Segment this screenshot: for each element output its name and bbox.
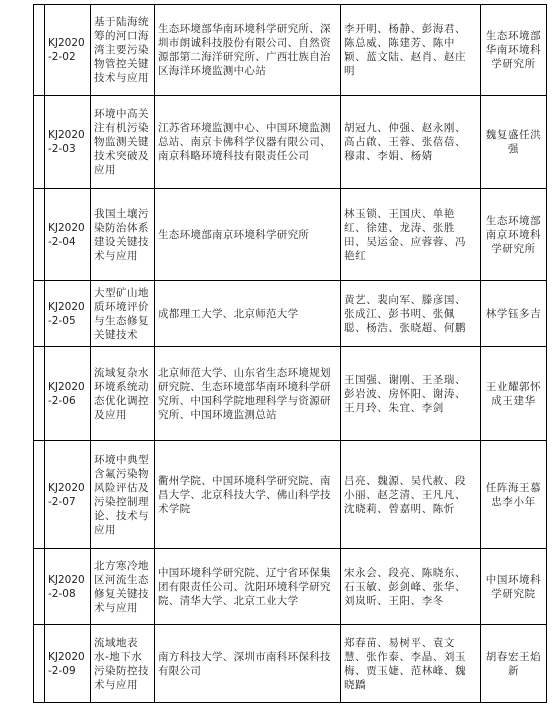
project-code: KJ2020 -2-09 bbox=[45, 625, 91, 703]
completing-units: 北京师范大学、山东省生态环境规划研究院、生态环境部华南环境科学研究所、中国科学院地理科学与资源研究所、中国环境监测总站 bbox=[155, 347, 341, 441]
project-code: KJ2020 -2-04 bbox=[45, 189, 91, 281]
project-name: 我国土壤污染防治体系建设关键技术与应用 bbox=[91, 189, 155, 281]
project-name: 基于陆海统筹的河口海湾主要污染物管控关键技术与应用 bbox=[91, 5, 155, 96]
project-code: KJ2020 -2-03 bbox=[45, 96, 91, 189]
recommender: 胡春宏王焰新 bbox=[481, 625, 547, 703]
completing-units: 生态环境部南京环境科学研究所 bbox=[155, 189, 341, 281]
award-table bbox=[33, 4, 547, 703]
project-name: 流域复杂水环境系统动态优化调控及应用 bbox=[91, 347, 155, 441]
recommender: 林学钰多吉 bbox=[481, 281, 547, 347]
completing-units: 成都理工大学、北京师范大学 bbox=[155, 281, 341, 347]
project-code: KJ2020 -2-05 bbox=[45, 281, 91, 347]
index-cell bbox=[34, 5, 45, 96]
table-row bbox=[34, 625, 547, 703]
project-name: 流域地表水-地下水污染防控技术与应用 bbox=[91, 625, 155, 703]
recommender: 生态环境部华南环境科学研究所 bbox=[481, 5, 547, 96]
recommender: 任阵海王慕忠李小年 bbox=[481, 441, 547, 549]
table-row bbox=[34, 281, 547, 347]
completing-people: 吕亮、魏源、吴代赦、段小丽、赵芝清、王凡凡、沈晓莉、曾嘉明、陈忻 bbox=[341, 441, 481, 549]
index-cell bbox=[34, 441, 45, 549]
table-row bbox=[34, 96, 547, 189]
index-cell bbox=[34, 347, 45, 441]
project-name: 北方寒冷地区河流生态修复关键技术与应用 bbox=[91, 549, 155, 625]
completing-people: 黄艺、裴向军、滕彦国、张成江、彭书明、张佩聪、杨浩、张晓超、何鹏 bbox=[341, 281, 481, 347]
table-row bbox=[34, 347, 547, 441]
completing-people: 李开明、杨静、彭海君、陈总威、陈建芳、陈中颖、蓝文陆、赵肖、赵庄明 bbox=[341, 5, 481, 96]
completing-units: 中国环境科学研究院、辽宁省环保集团有限责任公司、沈阳环境科学研究院、清华大学、北京工业大学 bbox=[155, 549, 341, 625]
completing-people: 王国强、谢刚、王圣瑞、彭岩波、房怀阳、谢涛、王月玲、朱宜、李剑 bbox=[341, 347, 481, 441]
project-name: 环境中典型含氟污染物风险评估及污染控制理论、技术与应用 bbox=[91, 441, 155, 549]
recommender: 生态环境部南京环境科学研究所 bbox=[481, 189, 547, 281]
completing-units: 生态环境部华南环境科学研究所、深圳市朗诚科技股份有限公司、自然资源部第二海洋研究所、广西壮族自治区海洋环境监测中心站 bbox=[155, 5, 341, 96]
project-name: 大型矿山地质环境评价与生态修复关键技术 bbox=[91, 281, 155, 347]
project-name: 环境中高关注有机污染物监测关键技术突破及应用 bbox=[91, 96, 155, 189]
completing-units: 江苏省环境监测中心、中国环境监测总站、南京卡佛科学仪器有限公司、南京科略环境科技有限责任公司 bbox=[155, 96, 341, 189]
project-code: KJ2020 -2-02 bbox=[45, 5, 91, 96]
index-cell bbox=[34, 281, 45, 347]
recommender: 王业耀郭怀成王建华 bbox=[481, 347, 547, 441]
index-cell bbox=[34, 189, 45, 281]
completing-units: 衢州学院、中国环境科学研究院、南昌大学、北京科技大学、佛山科学技术学院 bbox=[155, 441, 341, 549]
project-code: KJ2020 -2-08 bbox=[45, 549, 91, 625]
table-row bbox=[34, 549, 547, 625]
table-row bbox=[34, 5, 547, 96]
project-code: KJ2020 -2-06 bbox=[45, 347, 91, 441]
completing-people: 林玉锁、王国庆、单艳红、徐建、龙涛、张胜田、吴运金、应蓉蓉、冯艳红 bbox=[341, 189, 481, 281]
project-code: KJ2020 -2-07 bbox=[45, 441, 91, 549]
index-cell bbox=[34, 625, 45, 703]
completing-units: 南方科技大学、深圳市南科环保科技有限公司 bbox=[155, 625, 341, 703]
table-row bbox=[34, 441, 547, 549]
index-cell bbox=[34, 96, 45, 189]
completing-people: 郑春苗、易树平、袁文慧、张作泰、李晶、刘玉梅、贾玉婕、范林峰、魏晓蹻 bbox=[341, 625, 481, 703]
recommender: 中国环境科学研究院 bbox=[481, 549, 547, 625]
recommender: 魏复盛任洪强 bbox=[481, 96, 547, 189]
index-cell bbox=[34, 549, 45, 625]
completing-people: 宋永会、段亮、陈晓东、石玉敏、彭剑峰、张华、刘岚昕、王阳、李冬 bbox=[341, 549, 481, 625]
completing-people: 胡冠九、仲强、赵永刚、高占啟、王蓉、张蓓蓓、穆肃、李娟、杨婧 bbox=[341, 96, 481, 189]
table-row bbox=[34, 189, 547, 281]
